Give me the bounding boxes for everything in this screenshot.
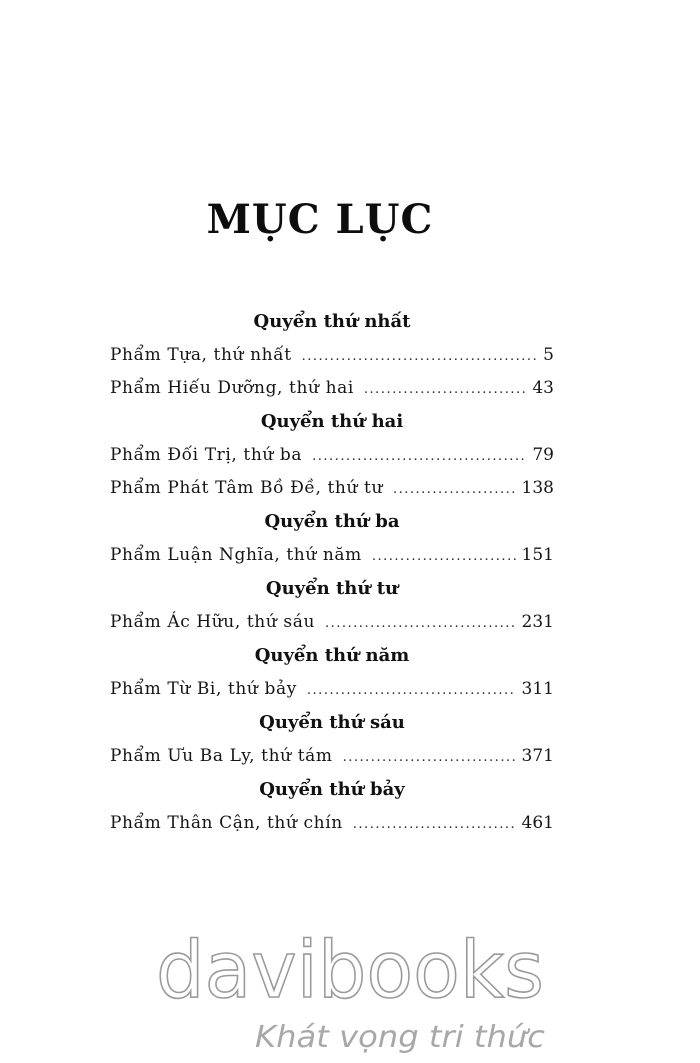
toc-entry-page-number: 43 [532,378,554,398]
toc-entry[interactable] [110,673,554,706]
toc-entry-label: Phẩm Thân Cận, thứ chín [110,813,343,833]
toc-entry-label: Phẩm Ác Hữu, thứ sáu [110,612,316,632]
toc-entry-label: Phẩm Từ Bi, thứ bảy [110,679,297,699]
toc-entry[interactable] [110,339,554,372]
toc-entry-page-number: 79 [532,445,554,465]
toc-entry[interactable] [110,472,554,505]
section-heading: Quyển thứ sáu [259,712,405,733]
section-heading: Quyển thứ ba [264,511,400,532]
toc-entry-page-number: 461 [521,813,554,833]
section-heading: Quyển thứ bảy [259,779,405,800]
toc-entry-page-number: 311 [521,679,554,699]
section-heading: Quyển thứ năm [254,645,410,666]
toc-entry[interactable] [110,807,554,840]
table-of-contents [110,305,554,840]
toc-entry-page-number: 151 [521,545,554,565]
dot-leader [393,473,516,506]
toc-entry-label: Phẩm Ưu Ba Ly, thứ tám [110,746,333,766]
watermark-tagline: Khát vọng tri thức [255,1020,546,1055]
toc-entry-page-number: 371 [521,746,554,766]
dot-leader [372,540,516,573]
dot-leader [343,741,516,774]
toc-entry-label: Phẩm Hiếu Dưỡng, thứ hai [110,378,354,398]
toc-entry[interactable] [110,372,554,405]
toc-entry[interactable] [110,539,554,572]
dot-leader [302,340,538,373]
toc-entry-page-number: 138 [521,478,554,498]
toc-entry-label: Phẩm Phát Tâm Bồ Đề, thứ tư [110,478,383,498]
toc-entry-label: Phẩm Tựa, thứ nhất [110,345,292,365]
toc-entry-label: Phẩm Luận Nghĩa, thứ năm [110,545,362,565]
section-heading: Quyển thứ nhất [253,311,411,332]
toc-entry-label: Phẩm Đối Trị, thứ ba [110,445,303,465]
toc-entry-page-number: 5 [543,345,554,365]
watermark [0,935,700,1063]
watermark-brand: davibooks [156,935,544,1016]
toc-entry[interactable] [110,740,554,773]
toc-entry[interactable] [110,606,554,639]
dot-leader [353,808,516,841]
dot-leader [364,373,526,406]
toc-entry[interactable] [110,439,554,472]
dot-leader [325,607,516,640]
section-heading: Quyển thứ tư [265,578,399,599]
dot-leader [307,674,516,707]
page-title: MỤC LỤC [206,196,434,243]
section-heading: Quyển thứ hai [260,411,404,432]
watermark-logo [0,935,700,1063]
toc-entry-page-number: 231 [521,612,554,632]
dot-leader [312,440,526,473]
